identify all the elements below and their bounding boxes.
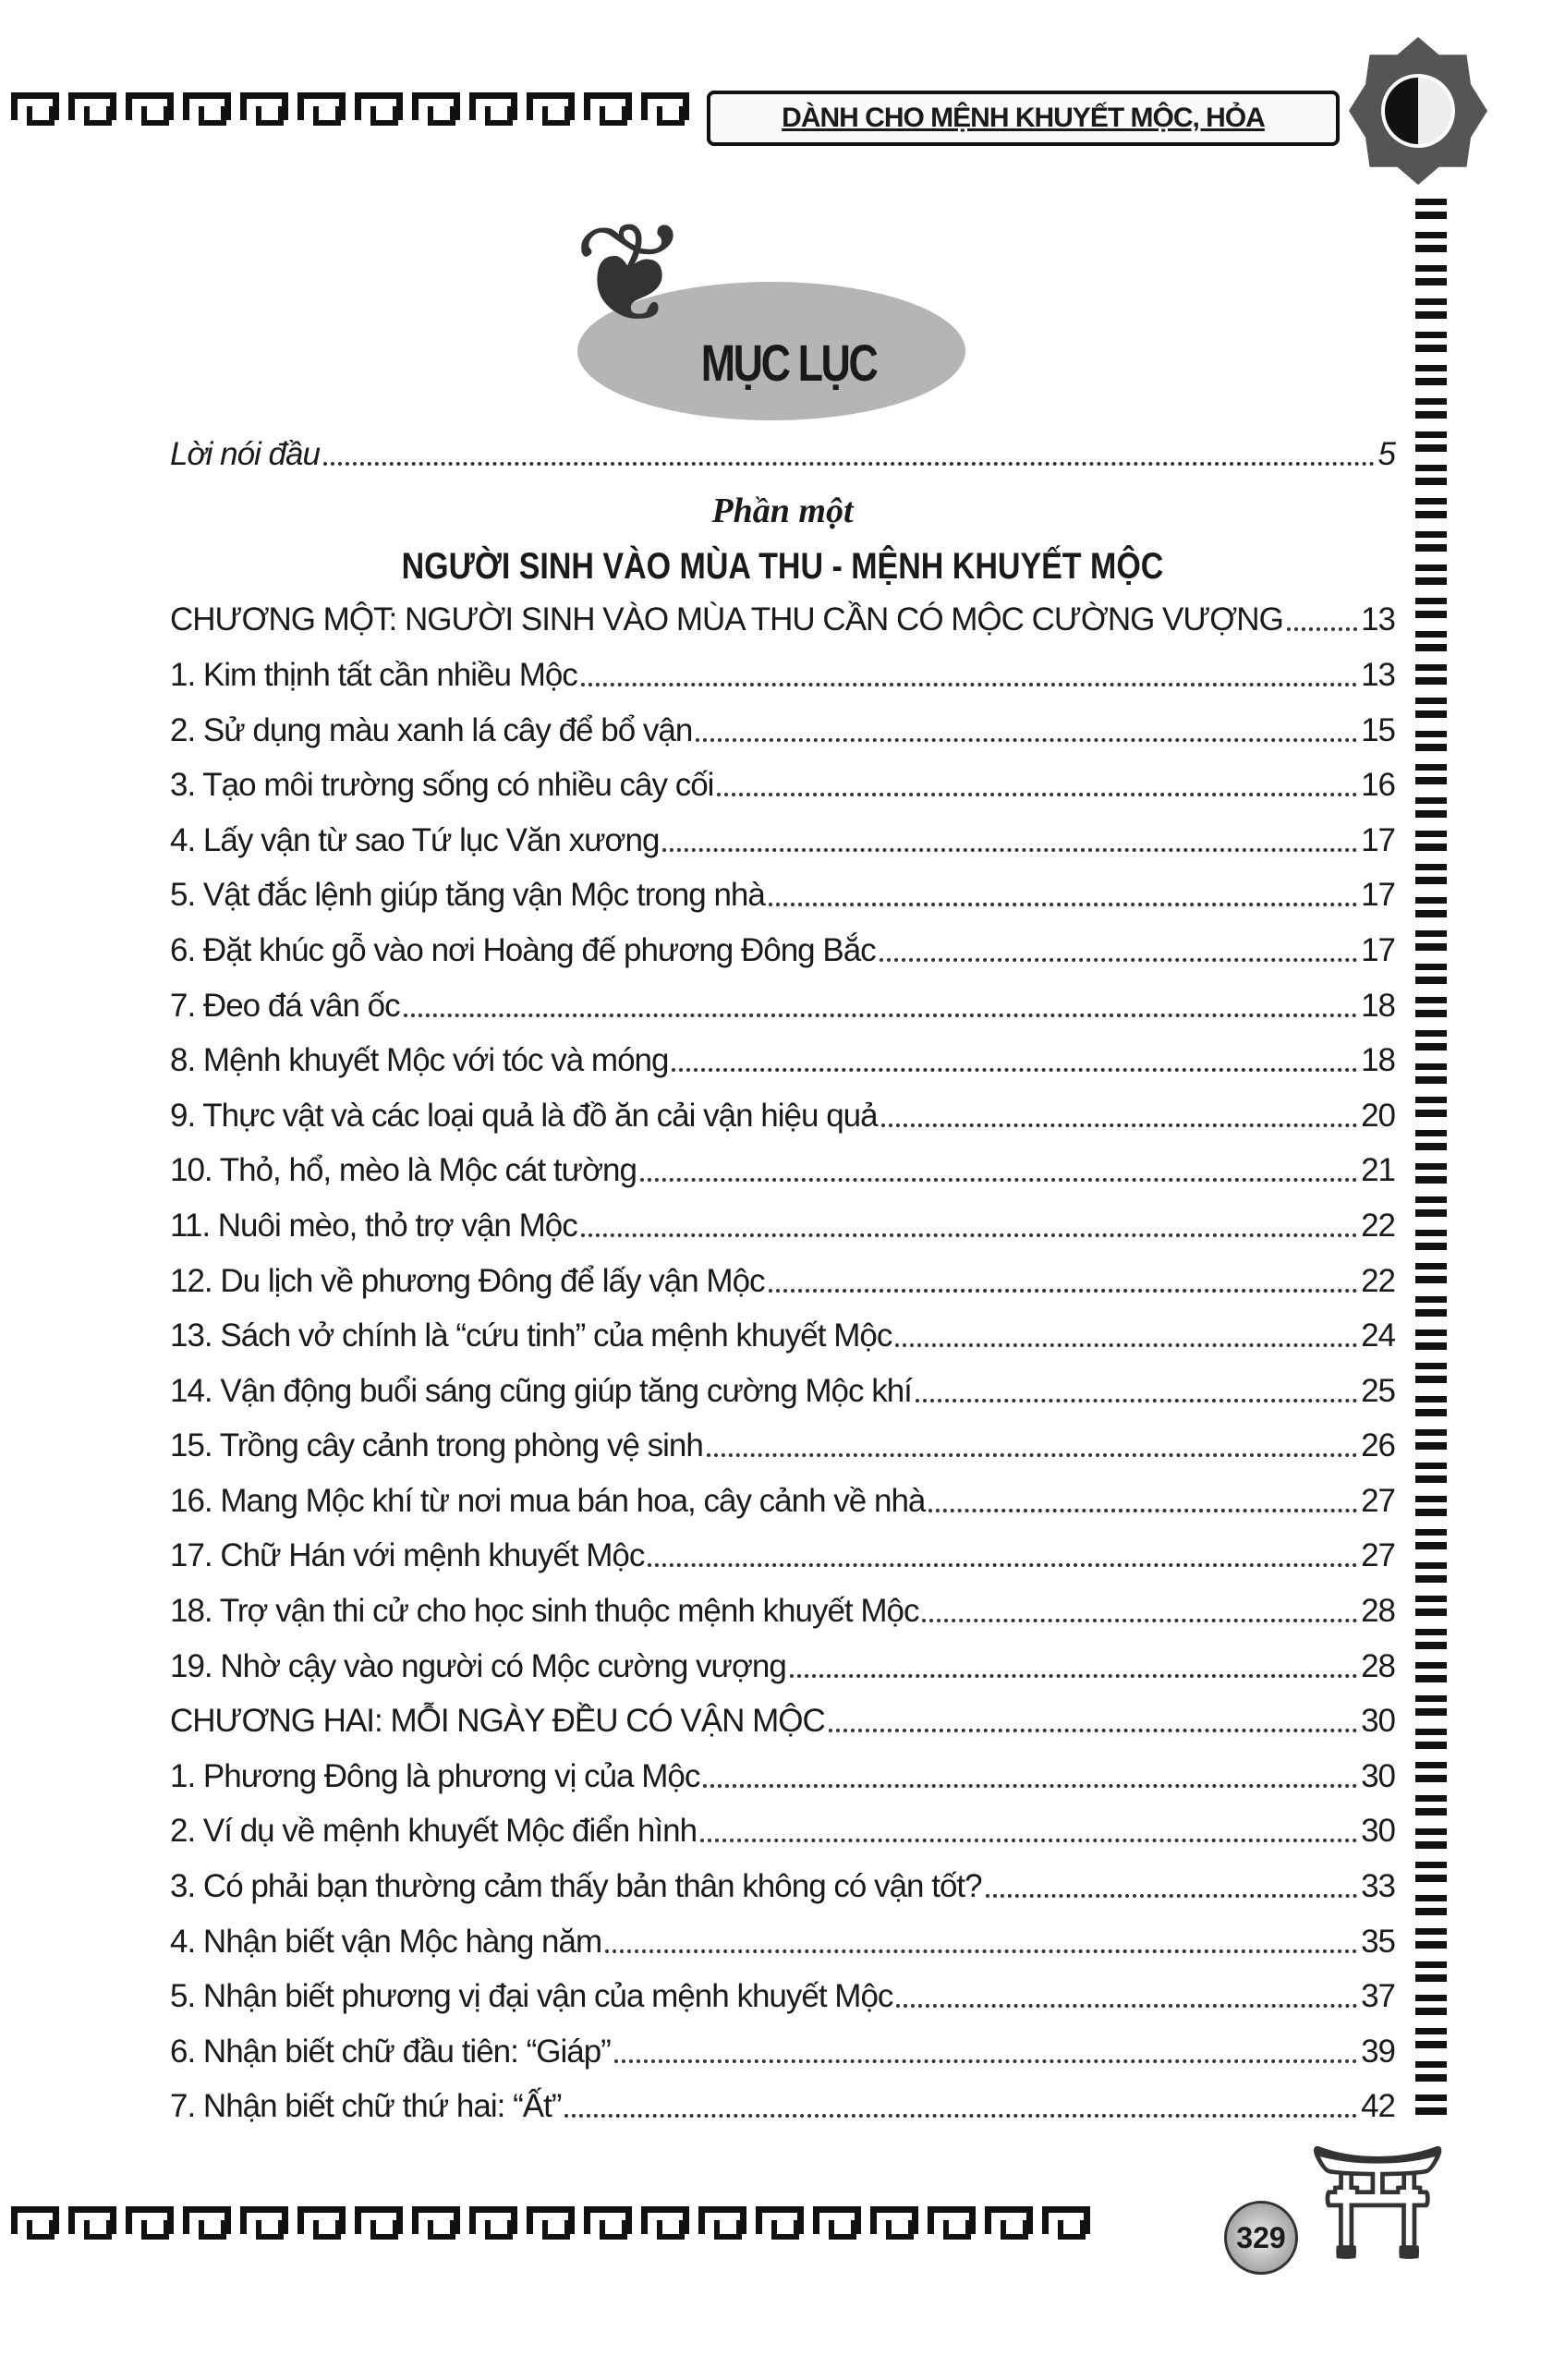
entry-title: 18. Trợ vận thi cử cho học sinh thuộc mệnh khuyết Mộc	[170, 1593, 919, 1630]
fret-segment	[469, 2206, 517, 2234]
part-heading: NGƯỜI SINH VÀO MÙA THU - MỆNH KHUYẾT MỘC	[401, 545, 1164, 587]
entry-title: 6. Nhận biết chữ đầu tiên: “Giáp”	[170, 2033, 611, 2070]
toc-entry[interactable]	[170, 978, 1395, 1034]
dot-leader	[769, 903, 1357, 906]
fret-segment	[412, 92, 460, 120]
top-fret-border	[11, 92, 689, 120]
dot-leader	[662, 848, 1357, 852]
fret-segment	[527, 2206, 575, 2234]
toc-entry[interactable]	[170, 813, 1395, 868]
entry-page: 20	[1361, 1097, 1395, 1134]
toc-entry[interactable]	[170, 1969, 1395, 2024]
toc-entry[interactable]	[170, 1254, 1395, 1309]
toc-entry[interactable]	[170, 1529, 1395, 1585]
entry-title: 13. Sách vở chính là “cứu tinh” của mệnh khuyết Mộc	[170, 1318, 892, 1354]
toc-entry[interactable]	[170, 1144, 1395, 1199]
fret-segment	[1042, 2206, 1090, 2234]
fret-segment	[297, 2206, 346, 2234]
entry-page: 13	[1361, 656, 1395, 693]
entry-page: 21	[1361, 1152, 1395, 1189]
dot-leader	[896, 2004, 1357, 2008]
entry-page: 27	[1361, 1537, 1395, 1574]
entry-page: 13	[1361, 601, 1395, 638]
entry-page: 17	[1361, 877, 1395, 914]
bottom-fret-border	[11, 2206, 1090, 2234]
toc-entry[interactable]	[170, 1804, 1395, 1860]
toc-entry[interactable]	[170, 2024, 1395, 2080]
entry-title: 2. Sử dụng màu xanh lá cây để bổ vận	[170, 711, 693, 748]
toc-entry[interactable]	[170, 1584, 1395, 1639]
entry-page: 39	[1361, 2033, 1395, 2070]
entry-page: 37	[1361, 1978, 1395, 2015]
fret-segment	[813, 2206, 861, 2234]
entry-page: 33	[1361, 1868, 1395, 1905]
entry-title: 16. Mang Mộc khí từ nơi mua bán hoa, cây cảnh về nhà	[170, 1482, 926, 1519]
entry-title: 3. Tạo môi trường sống có nhiều cây cối	[170, 767, 714, 804]
toc-entry[interactable]	[170, 1308, 1395, 1364]
entry-title: 3. Có phải bạn thường cảm thấy bản thân không có vận tốt?	[170, 1868, 982, 1905]
fret-segment	[11, 92, 59, 120]
entry-title: 1. Phương Đông là phương vị của Mộc	[170, 1757, 700, 1794]
table-of-contents	[170, 427, 1395, 2134]
fret-segment	[641, 2206, 689, 2234]
fret-segment	[412, 2206, 460, 2234]
entry-title: 9. Thực vật và các loại quả là đồ ăn cải vận hiệu quả	[170, 1097, 878, 1134]
entry-page: 28	[1361, 1593, 1395, 1630]
toc-chapter[interactable]	[170, 1694, 1395, 1749]
entry-title: 10. Thỏ, hổ, mèo là Mộc cát tường	[170, 1152, 637, 1189]
entry-title: 6. Đặt khúc gỗ vào nơi Hoàng đế phương Đông Bắc	[170, 931, 876, 968]
dot-leader	[895, 1343, 1357, 1347]
fret-segment	[240, 2206, 288, 2234]
entry-page: 17	[1361, 931, 1395, 968]
dot-leader	[829, 1729, 1357, 1732]
fret-segment	[183, 92, 231, 120]
bagua-yin-yang-icon	[1349, 37, 1487, 185]
fret-segment	[641, 92, 689, 120]
entry-page: 22	[1361, 1207, 1395, 1244]
toc-entry[interactable]	[170, 1364, 1395, 1419]
dot-leader	[581, 683, 1357, 686]
dot-leader	[648, 1563, 1357, 1567]
header-banner: DÀNH CHO MỆNH KHUYẾT MỘC, HỎA	[707, 91, 1340, 146]
entry-title: 8. Mệnh khuyết Mộc với tóc và móng	[170, 1042, 669, 1079]
entry-page: 30	[1361, 1757, 1395, 1794]
entry-page: 35	[1361, 1923, 1395, 1960]
dot-leader	[564, 2114, 1357, 2118]
toc-entry[interactable]	[170, 1033, 1395, 1088]
fret-segment	[584, 2206, 632, 2234]
entry-title: 2. Ví dụ về mệnh khuyết Mộc điển hình	[170, 1813, 698, 1850]
toc-entry[interactable]	[170, 868, 1395, 924]
entry-title: 17. Chữ Hán với mệnh khuyết Mộc	[170, 1537, 645, 1574]
entry-page: 17	[1361, 821, 1395, 858]
dot-leader	[986, 1894, 1357, 1898]
entry-page: 18	[1361, 1042, 1395, 1079]
entry-title: 12. Du lịch về phương Đông để lấy vận Mộc	[170, 1262, 765, 1299]
entry-title: CHƯƠNG HAI: MỖI NGÀY ĐỀU CÓ VẬN MỘC	[170, 1703, 825, 1740]
fret-segment	[240, 92, 288, 120]
entry-page: 27	[1361, 1482, 1395, 1519]
entry-page: 25	[1361, 1372, 1395, 1409]
fret-segment	[126, 2206, 174, 2234]
entry-page: 30	[1361, 1703, 1395, 1740]
entry-page: 15	[1361, 711, 1395, 748]
entry-page: 18	[1361, 987, 1395, 1024]
fret-segment	[469, 92, 517, 120]
dot-leader	[916, 1399, 1357, 1402]
entry-title: 14. Vận động buổi sáng cũng giúp tăng cường Mộc khí	[170, 1372, 912, 1409]
figures-illustration: ⛩	[1307, 2141, 1449, 2265]
entry-page: 22	[1361, 1262, 1395, 1299]
fret-segment	[297, 92, 346, 120]
dot-leader	[928, 1509, 1357, 1512]
fret-segment	[355, 2206, 403, 2234]
entry-page: 28	[1361, 1647, 1395, 1684]
dot-leader	[717, 793, 1357, 796]
entry-page: 16	[1361, 767, 1395, 804]
entry-page: 24	[1361, 1318, 1395, 1354]
fret-segment	[68, 2206, 116, 2234]
dot-leader	[404, 1014, 1357, 1017]
fret-segment	[756, 2206, 804, 2234]
dot-leader	[700, 1839, 1357, 1842]
fret-segment	[183, 2206, 231, 2234]
dot-leader	[581, 1233, 1357, 1237]
dot-leader	[707, 1453, 1357, 1457]
toc-entry[interactable]	[170, 1198, 1395, 1254]
fret-segment	[68, 92, 116, 120]
dot-leader	[696, 738, 1357, 742]
toc-chapter[interactable]	[170, 593, 1395, 649]
entry-title: 7. Nhận biết chữ thứ hai: “Ất”	[170, 2088, 562, 2125]
entry-page: 26	[1361, 1427, 1395, 1464]
dot-leader	[881, 1123, 1357, 1127]
toc-entry[interactable]	[170, 2080, 1395, 2135]
entry-title: 5. Vật đắc lệnh giúp tăng vận Mộc trong nhà	[170, 877, 765, 914]
dot-leader	[605, 1949, 1357, 1953]
entry-title: 4. Lấy vận từ sao Tứ lục Văn xương	[170, 821, 660, 858]
dot-leader	[922, 1619, 1357, 1622]
toc-entry[interactable]	[170, 923, 1395, 978]
dot-leader	[640, 1178, 1357, 1182]
fret-segment	[928, 2206, 976, 2234]
dot-leader	[880, 958, 1357, 962]
entry-title: 19. Nhờ cậy vào người có Mộc cường vượng	[170, 1647, 786, 1684]
dot-leader	[790, 1674, 1357, 1678]
toc-entry[interactable]	[170, 1088, 1395, 1144]
toc-entry[interactable]	[170, 1419, 1395, 1475]
entry-page: 42	[1361, 2088, 1395, 2125]
toc-entry-preface[interactable]: Lời nói đầu 5	[170, 435, 1395, 472]
part-label: Phần một	[711, 491, 854, 530]
dot-leader	[703, 1784, 1357, 1788]
toc-entry[interactable]	[170, 1914, 1395, 1970]
entry-title: 11. Nuôi mèo, thỏ trợ vận Mộc	[170, 1207, 577, 1244]
toc-entry[interactable]	[170, 648, 1395, 703]
fret-segment	[870, 2206, 918, 2234]
entry-title: 15. Trồng cây cảnh trong phòng vệ sinh	[170, 1427, 703, 1464]
toc-entry[interactable]	[170, 1639, 1395, 1694]
dot-leader	[1287, 627, 1357, 631]
entry-title: 4. Nhận biết vận Mộc hàng năm	[170, 1923, 602, 1960]
page-number: 329	[1224, 2201, 1298, 2275]
fret-segment	[355, 92, 403, 120]
fret-segment	[527, 92, 575, 120]
fret-segment	[126, 92, 174, 120]
entry-title: 7. Đeo đá vân ốc	[170, 987, 400, 1024]
toc-entry[interactable]	[170, 703, 1395, 759]
fret-segment	[11, 2206, 59, 2234]
toc-entry[interactable]	[170, 1749, 1395, 1804]
entry-title: 1. Kim thịnh tất cần nhiều Mộc	[170, 656, 577, 693]
dot-leader	[614, 2059, 1357, 2063]
entry-title: CHƯƠNG MỘT: NGƯỜI SINH VÀO MÙA THU CẦN CÓ MỘC CƯỜNG VƯỢNG	[170, 601, 1283, 638]
entry-title: 5. Nhận biết phương vị đại vận của mệnh khuyết Mộc	[170, 1978, 893, 2015]
right-fret-border	[1415, 199, 1447, 2120]
entry-page: 30	[1361, 1813, 1395, 1850]
toc-entry[interactable]	[170, 1859, 1395, 1914]
toc-entry[interactable]	[170, 758, 1395, 813]
dot-leader	[672, 1068, 1357, 1072]
fret-segment	[698, 2206, 746, 2234]
dot-leader	[769, 1289, 1358, 1293]
phoenix-illustration: ❦	[573, 196, 689, 351]
page-title: MỤC LỤC	[700, 334, 877, 392]
fret-segment	[584, 92, 632, 120]
toc-entry[interactable]	[170, 1474, 1395, 1529]
fret-segment	[985, 2206, 1033, 2234]
